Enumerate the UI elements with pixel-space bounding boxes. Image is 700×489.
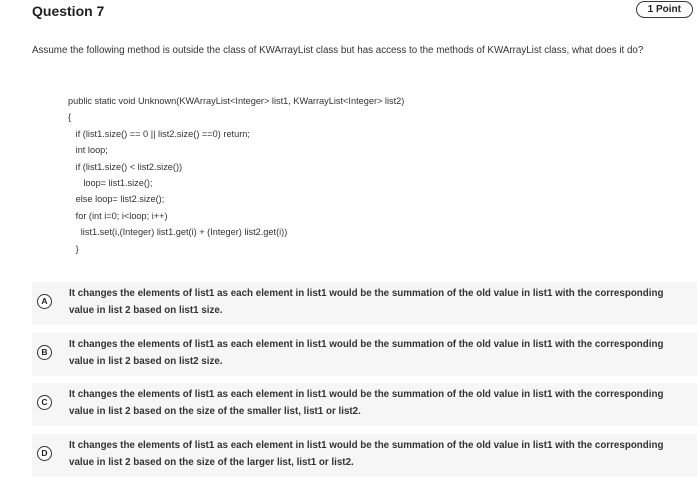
code-line: public static void Unknown(KWArrayList<Integer> list1, KWarrayList<Integer> list2) xyxy=(68,96,405,106)
option-letter-b: B xyxy=(37,345,52,360)
code-line: for (int i=0; i<loop; i++) xyxy=(68,210,168,221)
option-text-a: It changes the elements of list1 as each element in list1 would be the summation of the old value in list1 with the corresponding value in list 2 based on list1 size. xyxy=(69,288,664,316)
option-letter-a: A xyxy=(37,294,52,309)
option-letter-d: D xyxy=(37,446,52,461)
answer-option-b[interactable] xyxy=(32,333,697,376)
answer-option-d[interactable] xyxy=(32,434,697,477)
option-text-b: It changes the elements of list1 as each element in list1 would be the summation of the old value in list1 with the corresponding value in list 2 based on list2 size. xyxy=(69,338,664,367)
answer-option-c[interactable] xyxy=(32,383,697,426)
code-line: } xyxy=(68,243,79,254)
option-text-c: It changes the elements of list1 as each element in list1 would be the summation of the old value in list1 with the corresponding value in list 2 based on the size of the smaller list, list1 or list2. xyxy=(69,389,664,417)
answer-option-a[interactable] xyxy=(32,282,697,325)
answer-options xyxy=(32,282,697,484)
code-line: else loop= list2.size(); xyxy=(68,194,165,205)
points-badge: 1 Point xyxy=(636,1,693,18)
code-line: { xyxy=(68,112,72,123)
code-line: loop= list1.size(); xyxy=(68,177,153,188)
code-line: list1.set(i,(Integer) list1.get(i) + (Integer) list2.get(i)) xyxy=(68,227,288,238)
question-prompt: Assume the following method is outside the class of KWArrayList class but has access to the methods of KWArrayList class, what does it do? xyxy=(32,45,644,56)
code-line: int loop; xyxy=(68,145,108,156)
code-block xyxy=(68,93,404,257)
question-title: Question 7 xyxy=(32,3,105,19)
code-line: if (list1.size() < list2.size()) xyxy=(68,161,183,172)
option-letter-c: C xyxy=(37,395,52,410)
code-line: if (list1.size() == 0 || list2.size() ==0) return; xyxy=(68,128,250,139)
option-text-d: It changes the elements of list1 as each element in list1 would be the summation of the old value in list1 with the corresponding value in list 2 based on the size of the larger list, list1 or list2. xyxy=(69,439,664,468)
